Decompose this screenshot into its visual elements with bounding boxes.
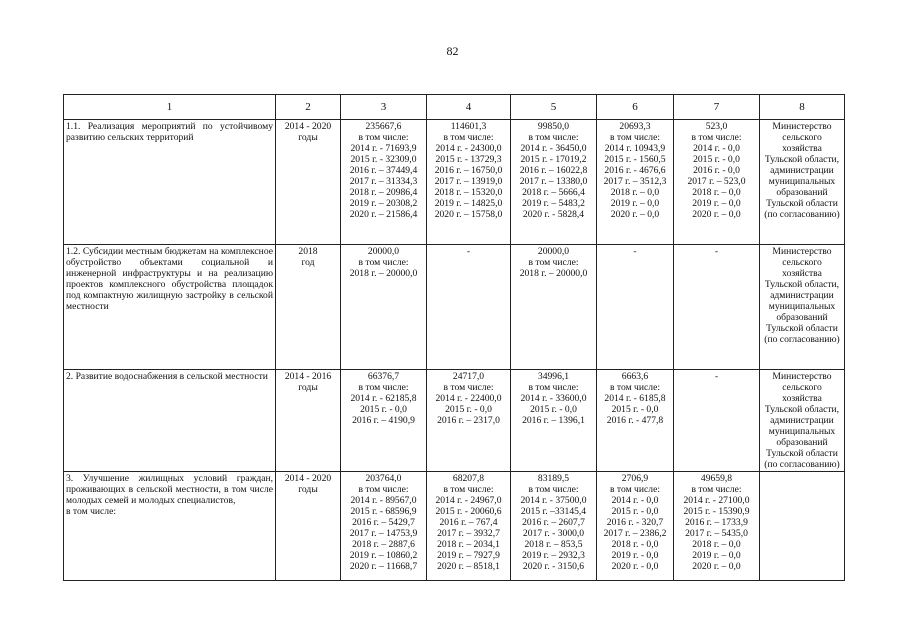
- cell-line: 2014 г. - 0,0: [611, 495, 659, 506]
- cell-line: 2018 г. – 20000,0: [349, 268, 418, 279]
- cell-line: 2019 г. – 14825,0: [434, 198, 503, 209]
- cell-line: в том числе:: [443, 132, 494, 143]
- cell-line: в том числе:: [443, 484, 494, 495]
- cell-measure-name: [64, 472, 276, 581]
- cell-c5: [511, 370, 597, 472]
- cell-line: 2018 г. – 853,5: [524, 539, 583, 550]
- cell-line: администрации: [770, 290, 834, 301]
- cell-line: 99850,0: [537, 121, 570, 132]
- cell-line: сельского: [782, 382, 822, 393]
- cell-line: 2018 г. – 20986,4: [349, 187, 418, 198]
- table-row: [64, 472, 845, 581]
- table-row: [64, 370, 845, 472]
- cell-line: в том числе:: [443, 382, 494, 393]
- cell-c3: [341, 472, 427, 581]
- cell-line: 2015 г. - 68596,9: [350, 506, 417, 517]
- cell-line: образований: [776, 437, 828, 448]
- cell-line: 2018 г. – 2887,6: [352, 539, 415, 550]
- cell-line: 2014 г. 10943,9: [604, 143, 666, 154]
- cell-line: 2016 г. – 1396,1: [522, 415, 585, 426]
- cell-line: 2020 г. - 0,0: [611, 561, 659, 572]
- cell-line: 2015 г. - 20060,6: [435, 506, 502, 517]
- cell-line: в том числе:: [691, 132, 742, 143]
- cell-line: 2020 г. – 11668,7: [349, 561, 418, 572]
- cell-line: -: [714, 246, 719, 257]
- cell-line: Тульской области: [766, 198, 838, 209]
- cell-line: 2014 г. - 33600,0: [520, 393, 587, 404]
- cell-line: 2014 г. - 0,0: [693, 143, 740, 154]
- cell-line: 2017 г. - 3000,0: [522, 528, 585, 539]
- cell-line: 2018 г. – 15320,0: [434, 187, 503, 198]
- cell-line: 2014 г. - 24967,0: [435, 495, 502, 506]
- cell-line: годы: [298, 132, 318, 143]
- cell-line: 2014 г. - 6185,8: [604, 393, 666, 404]
- cell-line: 2014 г. - 36450,0: [520, 143, 587, 154]
- cell-line: 6663,6: [621, 371, 649, 382]
- cell-line: 24717,0: [452, 371, 485, 382]
- cell-line: (по согласованию): [764, 334, 840, 345]
- table-row: [64, 120, 845, 245]
- cell-c5: [511, 120, 597, 245]
- cell-line: 2016 г. - 4676,6: [604, 165, 666, 176]
- cell-line: 2016 г. – 37449,4: [349, 165, 418, 176]
- cell-line: хозяйства: [782, 393, 822, 404]
- cell-c8: [760, 120, 845, 245]
- cell-line: (по согласованию): [764, 459, 840, 470]
- cell-line: 2019 г. – 20308,2: [349, 198, 418, 209]
- cell-line: 2014 г. - 62185,8: [350, 393, 417, 404]
- cell-line: 2015 г. - 13729,3: [435, 154, 502, 165]
- cell-line: в том числе:: [528, 484, 579, 495]
- cell-measure-name: [64, 370, 276, 472]
- cell-line: -: [714, 371, 719, 382]
- cell-line: 2020 г. – 0,0: [692, 561, 741, 572]
- cell-line: 20000,0: [537, 246, 570, 257]
- measure-name-text: 1.2. Субсидии местным бюджетам на комплексное обустройство объектами социальной и инженерной инфраструктуры и на реализацию проектов комплексного обустройства площадок под компактную жилищную застройку в сельской местности: [66, 246, 273, 312]
- cell-line: 49659,8: [700, 473, 733, 484]
- cell-line: в том числе:: [528, 257, 579, 268]
- column-header: 1: [64, 95, 276, 120]
- cell-line: 2020 г. – 21586,4: [349, 209, 418, 220]
- cell-line: 2016 г. - 0,0: [693, 165, 740, 176]
- cell-line: 2018 г. – 0,0: [610, 187, 660, 198]
- cell-line: 2014 г. - 71693,9: [350, 143, 417, 154]
- cell-line: 2015 г. - 0,0: [611, 506, 659, 517]
- cell-line: 114601,3: [450, 121, 487, 132]
- cell-line: 2018 г. – 0,0: [692, 539, 741, 550]
- cell-line: 2014 - 2020: [284, 121, 332, 132]
- column-header: 5: [511, 95, 597, 120]
- cell-line: 2016 г. – 767,4: [439, 517, 498, 528]
- cell-measure-name: [64, 120, 276, 245]
- cell-line: 2015 г. - 0,0: [445, 404, 492, 415]
- cell-line: Тульской области: [766, 323, 838, 334]
- cell-line: в том числе:: [358, 132, 409, 143]
- cell-line: годы: [298, 484, 318, 495]
- cell-line: 2015 г. - 32309,0: [350, 154, 417, 165]
- cell-c8: [760, 370, 845, 472]
- cell-line: 2014 г. - 22400,0: [435, 393, 502, 404]
- cell-line: 2020 г. – 0,0: [610, 209, 660, 220]
- cell-line: 2015 г. - 0,0: [360, 404, 407, 415]
- cell-line: в том числе:: [358, 484, 409, 495]
- header-row: [64, 95, 845, 120]
- cell-line: Тульской области,: [764, 279, 840, 290]
- cell-line: 2015 г. –33145,4: [520, 506, 587, 517]
- cell-line: 34996,1: [537, 371, 570, 382]
- cell-line: 2019 г. – 0,0: [610, 198, 660, 209]
- cell-line: 2016 г. - 477,8: [606, 415, 664, 426]
- cell-line: -: [466, 246, 471, 257]
- cell-line: 2017 г. – 3512,3: [603, 176, 667, 187]
- cell-line: 2016 г. – 2317,0: [437, 415, 500, 426]
- cell-c8: [760, 245, 845, 370]
- cell-period: [276, 120, 341, 245]
- cell-line: Министерство: [772, 246, 832, 257]
- cell-c8: [760, 472, 845, 581]
- cell-line: 2016 г. – 16750,0: [434, 165, 503, 176]
- cell-line: муниципальных: [768, 426, 836, 437]
- cell-line: Тульской области,: [764, 154, 840, 165]
- cell-c3: [341, 245, 427, 370]
- cell-line: 2018 г. – 20000,0: [519, 268, 588, 279]
- cell-line: 2017 г. – 3932,7: [437, 528, 500, 539]
- cell-line: 2015 г. - 0,0: [530, 404, 577, 415]
- measure-name-text: 2. Развитие водоснабжения в сельской местности: [66, 371, 268, 382]
- cell-c6: [597, 245, 674, 370]
- cell-line: 2020 г. – 15758,0: [434, 209, 503, 220]
- cell-line: образований: [776, 312, 828, 323]
- cell-line: Тульской области,: [764, 404, 840, 415]
- cell-c4: [427, 472, 511, 581]
- cell-c7: [674, 120, 760, 245]
- cell-line: 2015 г. - 0,0: [611, 404, 659, 415]
- cell-line: 2014 г. - 37500,0: [520, 495, 587, 506]
- cell-line: 2019 г. - 0,0: [611, 550, 659, 561]
- cell-line: 2019 г. – 0,0: [692, 198, 741, 209]
- cell-period: [276, 370, 341, 472]
- cell-line: 2017 г. – 13919,0: [434, 176, 503, 187]
- cell-line: 2019 г. – 2932,3: [522, 550, 585, 561]
- cell-line: 20693,3: [619, 121, 651, 132]
- cell-line: 2020 г. – 8518,1: [437, 561, 500, 572]
- cell-line: 2018: [298, 246, 318, 257]
- cell-c5: [511, 245, 597, 370]
- cell-c7: [674, 472, 760, 581]
- cell-line: 2018 г. - 0,0: [611, 539, 659, 550]
- cell-c6: [597, 472, 674, 581]
- cell-line: 2016 г. - 320,7: [606, 517, 664, 528]
- column-header: 2: [276, 95, 341, 120]
- cell-line: муниципальных: [768, 176, 836, 187]
- cell-line: 2015 г. - 1560,5: [604, 154, 666, 165]
- cell-line: годы: [298, 382, 318, 393]
- column-header: 7: [674, 95, 760, 120]
- cell-line: 2020 г. - 3150,6: [522, 561, 585, 572]
- cell-line: 66376,7: [367, 371, 400, 382]
- cell-line: 2018 г. – 2034,1: [437, 539, 500, 550]
- cell-line: 2014 - 2016: [284, 371, 332, 382]
- cell-line: 2016 г. – 4190,9: [352, 415, 415, 426]
- cell-line: администрации: [770, 165, 834, 176]
- cell-c6: [597, 370, 674, 472]
- column-header: 4: [427, 95, 511, 120]
- cell-c4: [427, 245, 511, 370]
- cell-line: 2014 г. - 24300,0: [435, 143, 502, 154]
- cell-line: в том числе:: [609, 484, 660, 495]
- cell-line: 2017 г. – 5435,0: [685, 528, 748, 539]
- column-header: 6: [597, 95, 674, 120]
- cell-line: 2020 г. - 5828,4: [522, 209, 585, 220]
- cell-line: 2016 г. – 16022,8: [519, 165, 588, 176]
- program-table: [63, 94, 845, 581]
- cell-line: 2017 г. – 523,0: [687, 176, 746, 187]
- page-number: 82: [446, 44, 459, 58]
- column-header: 3: [341, 95, 427, 120]
- cell-measure-name: [64, 245, 276, 370]
- cell-line: 2014 г. - 27100,0: [683, 495, 750, 506]
- cell-line: Тульской области: [766, 448, 838, 459]
- cell-line: в том числе:: [609, 382, 660, 393]
- cell-line: 2706,9: [621, 473, 649, 484]
- cell-line: в том числе:: [528, 382, 579, 393]
- cell-c4: [427, 120, 511, 245]
- cell-line: 2018 г. – 0,0: [692, 187, 741, 198]
- cell-line: 2019 г. – 5483,2: [522, 198, 585, 209]
- cell-line: 2017 г. – 13380,0: [519, 176, 588, 187]
- cell-line: 2019 г. – 0,0: [692, 550, 741, 561]
- measure-name-text: 3. Улучшение жилищных условий граждан, проживающих в сельской местности, в том числе молодых семей и молодых специалистов,: [66, 473, 273, 506]
- column-header: 8: [760, 95, 845, 120]
- cell-c6: [597, 120, 674, 245]
- cell-line: год: [301, 257, 315, 268]
- cell-line: 2015 г. - 15390,9: [683, 506, 750, 517]
- cell-line: образований: [776, 187, 828, 198]
- cell-line: 2014 г. - 89567,0: [350, 495, 417, 506]
- cell-c7: [674, 370, 760, 472]
- cell-period: [276, 472, 341, 581]
- cell-c3: [341, 370, 427, 472]
- cell-line: администрации: [770, 415, 834, 426]
- cell-line: 235667,6: [365, 121, 402, 132]
- table-row: [64, 245, 845, 370]
- cell-line: (по согласованию): [764, 209, 840, 220]
- cell-line: 2017 г. – 14753,9: [349, 528, 418, 539]
- cell-line: 2017 г. – 31334,3: [349, 176, 418, 187]
- cell-line: муниципальных: [768, 301, 836, 312]
- measure-name-text: 1.1. Реализация мероприятий по устойчивому развитию сельских территорий: [66, 121, 273, 143]
- measure-name-extra: в том числе:: [66, 506, 117, 517]
- cell-line: в том числе:: [528, 132, 579, 143]
- cell-line: сельского: [782, 257, 822, 268]
- cell-line: Министерство: [772, 121, 832, 132]
- cell-line: 2016 г. – 2607,7: [522, 517, 585, 528]
- cell-line: сельского: [782, 132, 822, 143]
- cell-line: в том числе:: [358, 382, 409, 393]
- cell-line: 2016 г. – 1733,9: [685, 517, 748, 528]
- cell-c3: [341, 120, 427, 245]
- cell-line: 2014 - 2020: [284, 473, 332, 484]
- cell-line: хозяйства: [782, 143, 822, 154]
- cell-line: 2016 г. – 5429,7: [352, 517, 415, 528]
- cell-line: 2015 г. - 0,0: [693, 154, 740, 165]
- cell-line: в том числе:: [691, 484, 742, 495]
- cell-line: 2017 г. – 2386,2: [603, 528, 667, 539]
- cell-line: 20000,0: [367, 246, 400, 257]
- cell-line: 2019 г. – 7927,9: [437, 550, 500, 561]
- cell-line: 203764,0: [365, 473, 402, 484]
- cell-c4: [427, 370, 511, 472]
- cell-period: [276, 245, 341, 370]
- cell-c7: [674, 245, 760, 370]
- cell-line: -: [633, 246, 637, 257]
- cell-line: 2019 г. – 10860,2: [349, 550, 418, 561]
- cell-line: 523,0: [705, 121, 728, 132]
- cell-line: хозяйства: [782, 268, 822, 279]
- cell-line: 2018 г. – 5666,4: [522, 187, 585, 198]
- cell-line: в том числе:: [358, 257, 409, 268]
- cell-line: в том числе:: [609, 132, 660, 143]
- cell-line: 2015 г. - 17019,2: [520, 154, 587, 165]
- cell-line: Министерство: [772, 371, 832, 382]
- cell-line: 2020 г. – 0,0: [692, 209, 741, 220]
- cell-c5: [511, 472, 597, 581]
- cell-line: 83189,5: [537, 473, 570, 484]
- cell-line: 68207,8: [452, 473, 485, 484]
